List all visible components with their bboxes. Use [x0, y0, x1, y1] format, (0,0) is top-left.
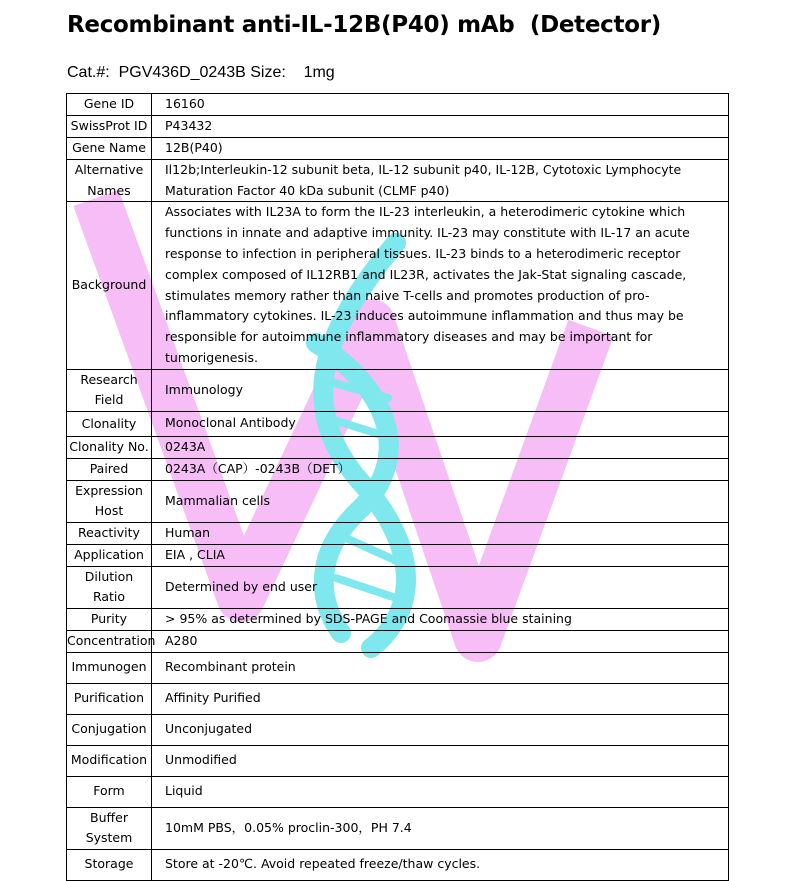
- spec-value: Affinity Purified: [152, 683, 729, 714]
- spec-label: Concentration: [67, 630, 152, 652]
- spec-label: Clonality: [67, 411, 152, 436]
- spec-value: 16160: [152, 94, 729, 116]
- spec-row: [67, 544, 729, 566]
- spec-value: Unconjugated: [152, 714, 729, 745]
- page-title: Recombinant anti-IL-12B(P40) mAb (Detector): [67, 12, 661, 38]
- spec-value: Associates with IL23A to form the IL-23 interleukin, a heterodimeric cytokine which functions in innate and adaptive immunity. IL-23 may constitute with IL-17 an acute response to infection in peripheral tissues. IL-23 binds to a heterodimeric receptor complex composed of IL12RB1 and IL23R, activates the Jak-Stat signaling cascade, stimulates memory rather than naive T-cells and promotes production of pro-inflammatory cytokines. IL-23 induces autoimmune inflammation and thus may be responsible for autoimmune inflammatory diseases and may be important for tumorigenesis.: [152, 202, 729, 369]
- spec-row: [67, 566, 729, 608]
- spec-label: Expression Host: [67, 480, 152, 522]
- spec-row: [67, 776, 729, 807]
- spec-row: [67, 683, 729, 714]
- spec-row: [67, 849, 729, 880]
- spec-label: Reactivity: [67, 522, 152, 544]
- spec-row: [67, 138, 729, 160]
- spec-row: [67, 202, 729, 369]
- spec-value: Liquid: [152, 776, 729, 807]
- spec-table: [66, 93, 729, 881]
- spec-label: Form: [67, 776, 152, 807]
- spec-label: Alternative Names: [67, 159, 152, 202]
- spec-value: Il12b;Interleukin-12 subunit beta, IL-12 subunit p40, IL-12B, Cytotoxic Lymphocyte Maturation Factor 40 kDa subunit (CLMF p40): [152, 159, 729, 202]
- spec-label: Purity: [67, 608, 152, 630]
- spec-row: [67, 522, 729, 544]
- spec-row: [67, 608, 729, 630]
- spec-value: Monoclonal Antibody: [152, 411, 729, 436]
- spec-row: [67, 436, 729, 458]
- spec-row: [67, 411, 729, 436]
- spec-label: Research Field: [67, 369, 152, 411]
- spec-label: Modification: [67, 745, 152, 776]
- spec-label: Paired: [67, 458, 152, 480]
- spec-label: Clonality No.: [67, 436, 152, 458]
- spec-value: Store at -20℃. Avoid repeated freeze/thaw cycles.: [152, 849, 729, 880]
- spec-row: [67, 807, 729, 849]
- spec-value: Unmodified: [152, 745, 729, 776]
- spec-value: P43432: [152, 116, 729, 138]
- spec-label: Immunogen: [67, 652, 152, 683]
- spec-value: 10mM PBS，0.05% proclin-300，PH 7.4: [152, 807, 729, 849]
- spec-value: 0243A（CAP）-0243B（DET）: [152, 458, 729, 480]
- spec-label: Dilution Ratio: [67, 566, 152, 608]
- spec-label: Purification: [67, 683, 152, 714]
- spec-value: Immunology: [152, 369, 729, 411]
- spec-row: [67, 116, 729, 138]
- spec-label: Gene ID: [67, 94, 152, 116]
- spec-row: [67, 458, 729, 480]
- catalog-size-line: Cat.#: PGV436D_0243B Size: 1mg: [67, 64, 335, 81]
- spec-value: Human: [152, 522, 729, 544]
- spec-label: Application: [67, 544, 152, 566]
- spec-value: > 95% as determined by SDS-PAGE and Coomassie blue staining: [152, 608, 729, 630]
- spec-row: [67, 745, 729, 776]
- spec-row: [67, 94, 729, 116]
- spec-row: [67, 714, 729, 745]
- spec-value: Mammalian cells: [152, 480, 729, 522]
- spec-value: 0243A: [152, 436, 729, 458]
- spec-label: Conjugation: [67, 714, 152, 745]
- spec-row: [67, 480, 729, 522]
- spec-value: A280: [152, 630, 729, 652]
- spec-value: EIA , CLIA: [152, 544, 729, 566]
- spec-label: Buffer System: [67, 807, 152, 849]
- spec-row: [67, 159, 729, 202]
- spec-label: Gene Name: [67, 138, 152, 160]
- spec-row: [67, 630, 729, 652]
- spec-label: Background: [67, 202, 152, 369]
- spec-row: [67, 369, 729, 411]
- spec-label: SwissProt ID: [67, 116, 152, 138]
- spec-value: Determined by end user: [152, 566, 729, 608]
- spec-row: [67, 652, 729, 683]
- spec-value: 12B(P40): [152, 138, 729, 160]
- spec-label: Storage: [67, 849, 152, 880]
- spec-value: Recombinant protein: [152, 652, 729, 683]
